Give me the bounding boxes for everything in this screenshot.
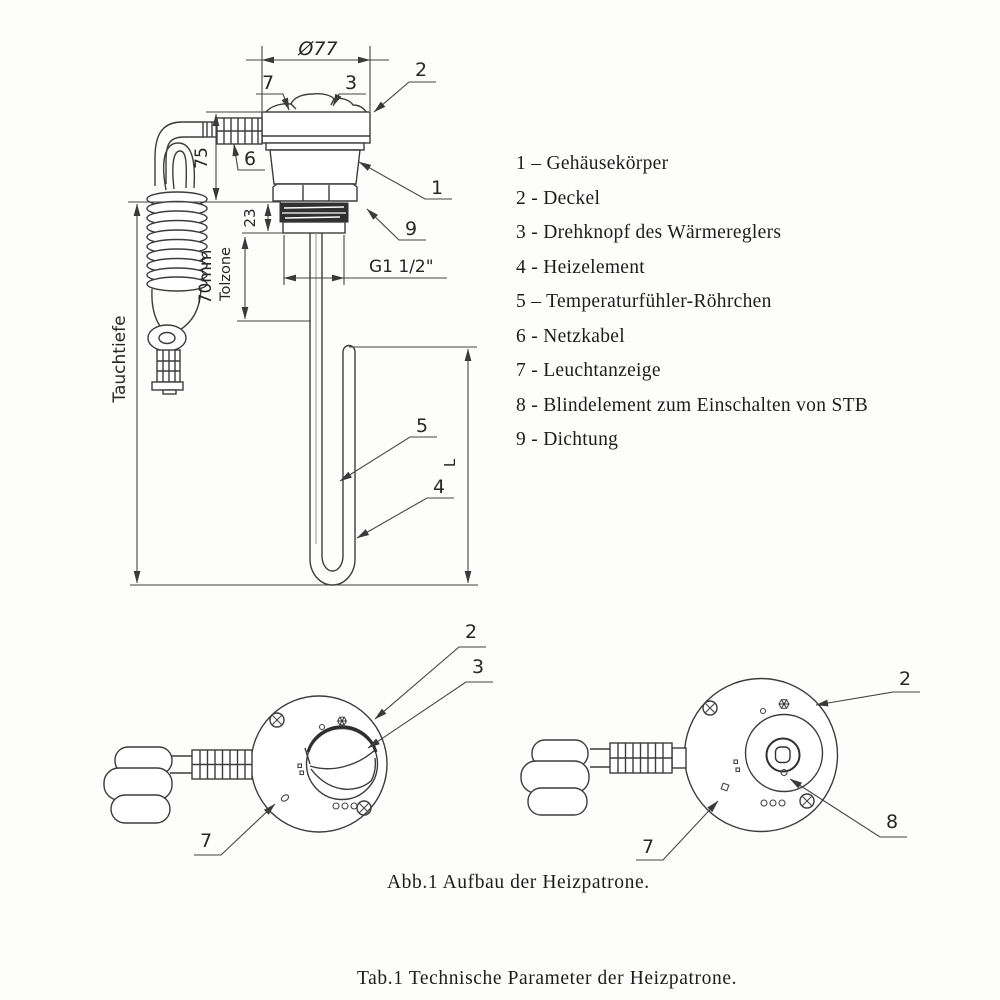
svg-text:2: 2 — [898, 668, 912, 690]
svg-text:8: 8 — [885, 811, 899, 833]
dimension-immersion-depth — [110, 204, 137, 583]
housing-shoulder — [266, 143, 364, 150]
callout-2-top — [374, 59, 436, 112]
legend-item: 2 - Deckel — [516, 187, 601, 209]
table-caption: Tab.1 Technische Parameter der Heizpatrone. — [357, 968, 738, 989]
dim-75-text: 75 — [192, 147, 212, 169]
cable-gland — [610, 743, 672, 773]
legend-item: 8 - Blindelement zum Einschalten von STB — [516, 394, 869, 416]
dim-diameter-text: Ø77 — [298, 38, 338, 60]
svg-text:7: 7 — [641, 836, 655, 858]
figure-caption: Abb.1 Aufbau der Heizpatrone. — [387, 872, 650, 893]
dimension-23 — [241, 204, 283, 233]
head-assembly — [203, 94, 370, 233]
svg-text:7: 7 — [261, 72, 275, 94]
legend-item: 6 - Netzkabel — [516, 325, 625, 347]
svg-text:3: 3 — [471, 656, 485, 678]
svg-text:2: 2 — [464, 621, 478, 643]
dim-tolzone-text: Tolzone — [218, 247, 234, 301]
side-view — [110, 38, 478, 585]
callout-2-right — [816, 668, 920, 705]
dim-23-text: 23 — [241, 208, 259, 228]
svg-text:3: 3 — [344, 72, 358, 94]
callout-2-left — [375, 621, 486, 719]
dim-70mm-text: 70mm — [196, 249, 216, 305]
callout-7-left — [194, 804, 275, 855]
gland-stub — [672, 748, 686, 768]
dimension-tolzone — [196, 237, 311, 321]
knob-profile — [266, 94, 366, 112]
legend-item: 7 - Leuchtanzeige — [516, 360, 661, 381]
callout-6 — [234, 144, 265, 170]
seal-band — [280, 203, 348, 222]
power-plug — [152, 350, 183, 394]
face-view-knob — [104, 621, 493, 855]
svg-text:2: 2 — [414, 59, 428, 81]
svg-text:4: 4 — [432, 476, 446, 498]
dim-L-text: L — [441, 458, 459, 468]
callout-1 — [359, 162, 452, 199]
cable-gland — [192, 750, 252, 779]
svg-text:6: 6 — [243, 148, 257, 170]
callout-3-left — [368, 656, 493, 748]
parts-legend — [516, 147, 868, 458]
dim-tauchtiefe-text: Tauchtiefe — [110, 315, 130, 403]
svg-text:9: 9 — [404, 218, 418, 240]
power-plug — [521, 740, 589, 815]
svg-text:7: 7 — [199, 830, 213, 852]
callout-9 — [367, 209, 426, 240]
power-plug — [104, 747, 172, 823]
thread-collar — [283, 222, 345, 233]
legend-item: 9 - Dichtung — [516, 429, 619, 450]
cable-gland — [203, 118, 262, 144]
dimension-thread — [284, 235, 447, 285]
dim-thread-text: G1 1/2" — [369, 257, 434, 277]
svg-text:1: 1 — [430, 177, 444, 199]
cap — [262, 112, 370, 143]
housing-body — [270, 150, 360, 184]
element-tubes — [310, 233, 355, 585]
legend-item: 3 - Drehknopf des Wärmereglers — [516, 222, 782, 243]
callout-7-right — [636, 801, 718, 860]
svg-text:5: 5 — [415, 415, 429, 437]
legend-item: 5 – Temperaturfühler-Röhrchen — [516, 291, 772, 312]
callout-4 — [357, 476, 454, 538]
face-view-blind — [521, 668, 920, 860]
legend-item: 4 - Heizelement — [516, 256, 646, 278]
dimension-length-L — [349, 347, 477, 583]
legend-item: 1 – Gehäusekörper — [516, 153, 669, 174]
hex-nut — [273, 184, 357, 201]
